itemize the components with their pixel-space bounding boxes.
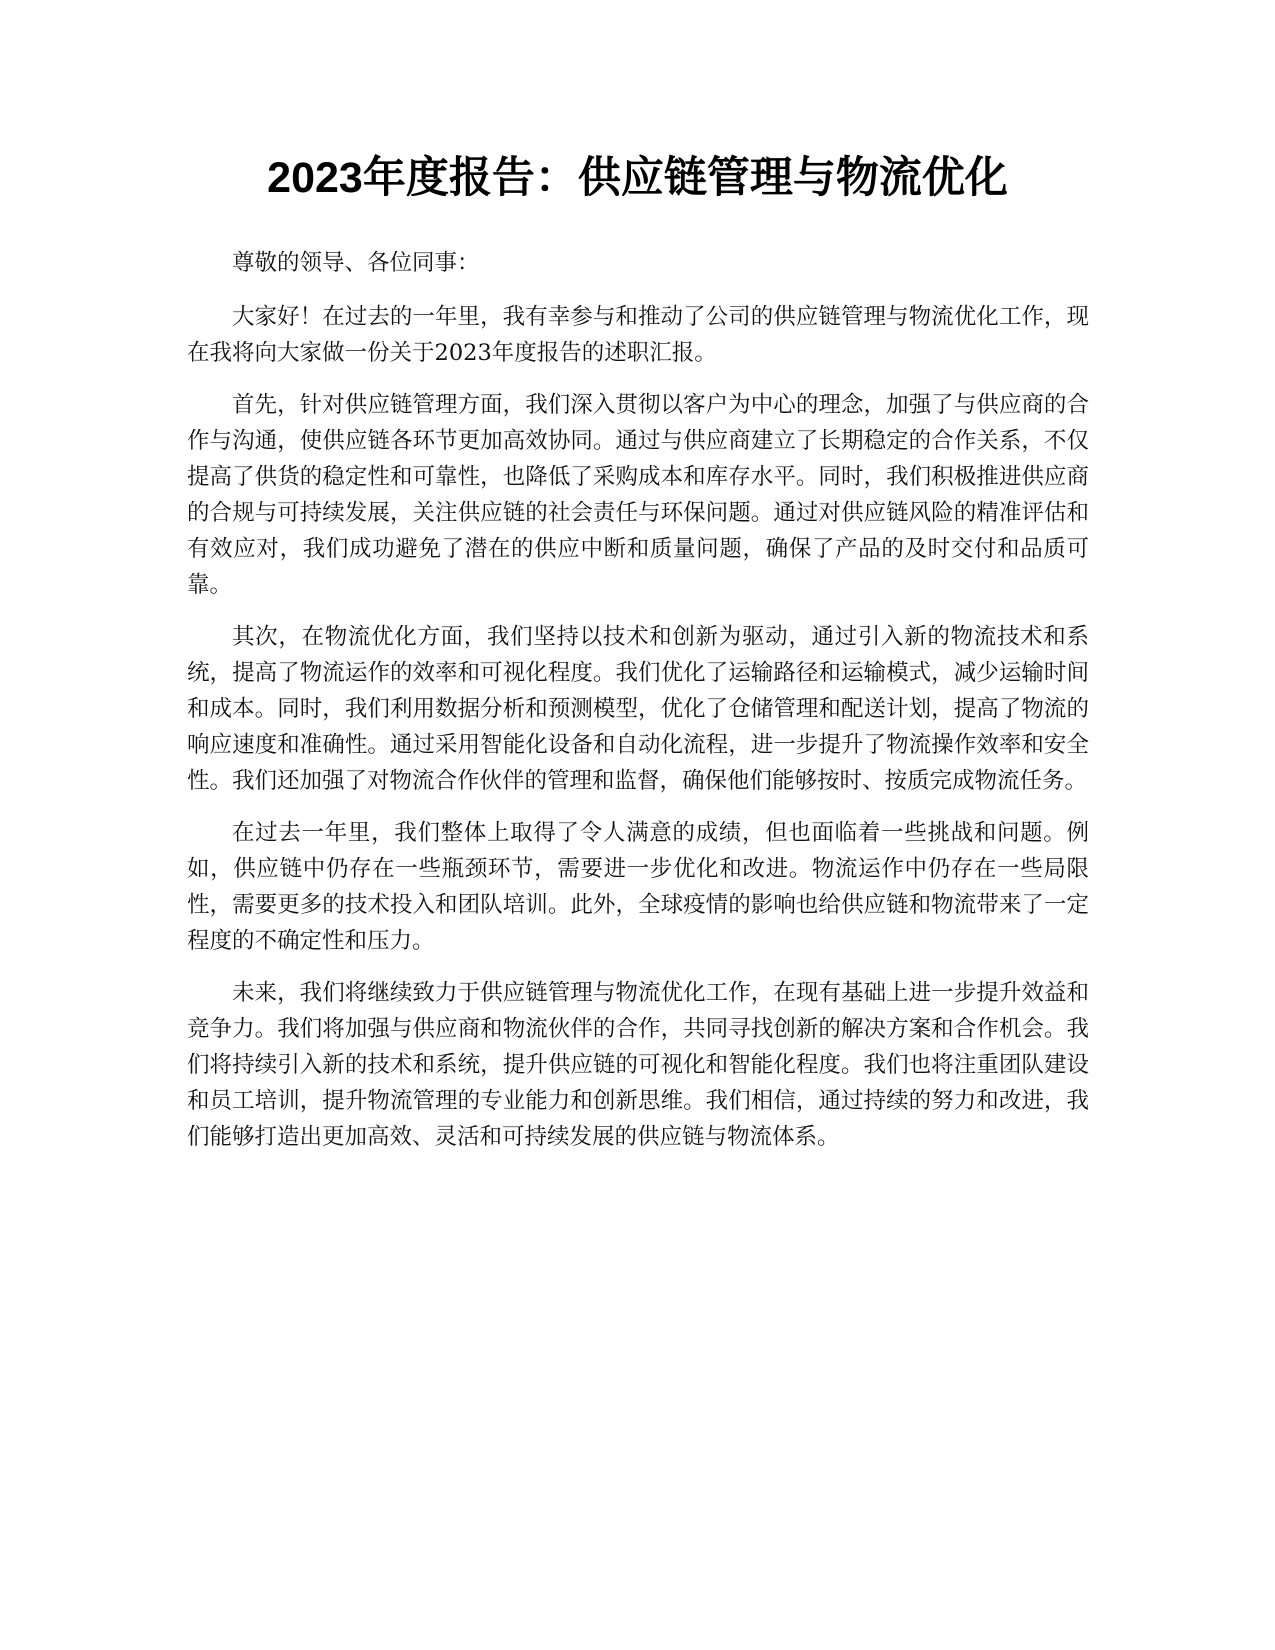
paragraph-challenges: 在过去一年里，我们整体上取得了令人满意的成绩，但也面临着一些挑战和问题。例如，供应链中仍存在一些瓶颈环节，需要进一步优化和改进。物流运作中仍存在一些局限性，需要更多的技术投入和团队培训。此外，全球疫情的影响也给供应链和物流带来了一定程度的不确定性和压力。 bbox=[187, 820, 1089, 954]
paragraph-greeting: 大家好！在过去的一年里，我有幸参与和推动了公司的供应链管理与物流优化工作，现在我将向大家做一份关于2023年度报告的述职汇报。 bbox=[187, 304, 1089, 366]
document-title: 2023年度报告：供应链管理与物流优化 bbox=[267, 154, 1008, 202]
salutation: 尊敬的领导、各位同事： bbox=[232, 250, 480, 276]
document-body bbox=[187, 245, 1089, 1171]
paragraph-future: 未来，我们将继续致力于供应链管理与物流优化工作，在现有基础上进一步提升效益和竞争力。我们将加强与供应商和物流伙伴的合作，共同寻找创新的解决方案和合作机会。我们将持续引入新的技术和系统，提升供应链的可视化和智能化程度。我们也将注重团队建设和员工培训，提升物流管理的专业能力和创新思维。我们相信，通过持续的努力和改进，我们能够打造出更加高效、灵活和可持续发展的供应链与物流体系。 bbox=[187, 980, 1089, 1150]
paragraph-supply-chain: 首先，针对供应链管理方面，我们深入贯彻以客户为中心的理念，加强了与供应商的合作与沟通，使供应链各环节更加高效协同。通过与供应商建立了长期稳定的合作关系，不仅提高了供货的稳定性和可靠性，也降低了采购成本和库存水平。同时，我们积极推进供应商的合规与可持续发展，关注供应链的社会责任与环保问题。通过对供应链风险的精准评估和有效应对，我们成功避免了潜在的供应中断和质量问题，确保了产品的及时交付和品质可靠。 bbox=[187, 392, 1089, 598]
paragraph-logistics: 其次，在物流优化方面，我们坚持以技术和创新为驱动，通过引入新的物流技术和系统，提高了物流运作的效率和可视化程度。我们优化了运输路径和运输模式，减少运输时间和成本。同时，我们利用数据分析和预测模型，优化了仓储管理和配送计划，提高了物流的响应速度和准确性。通过采用智能化设备和自动化流程，进一步提升了物流操作效率和安全性。我们还加强了对物流合作伙伴的管理和监督，确保他们能够按时、按质完成物流任务。 bbox=[187, 624, 1089, 794]
